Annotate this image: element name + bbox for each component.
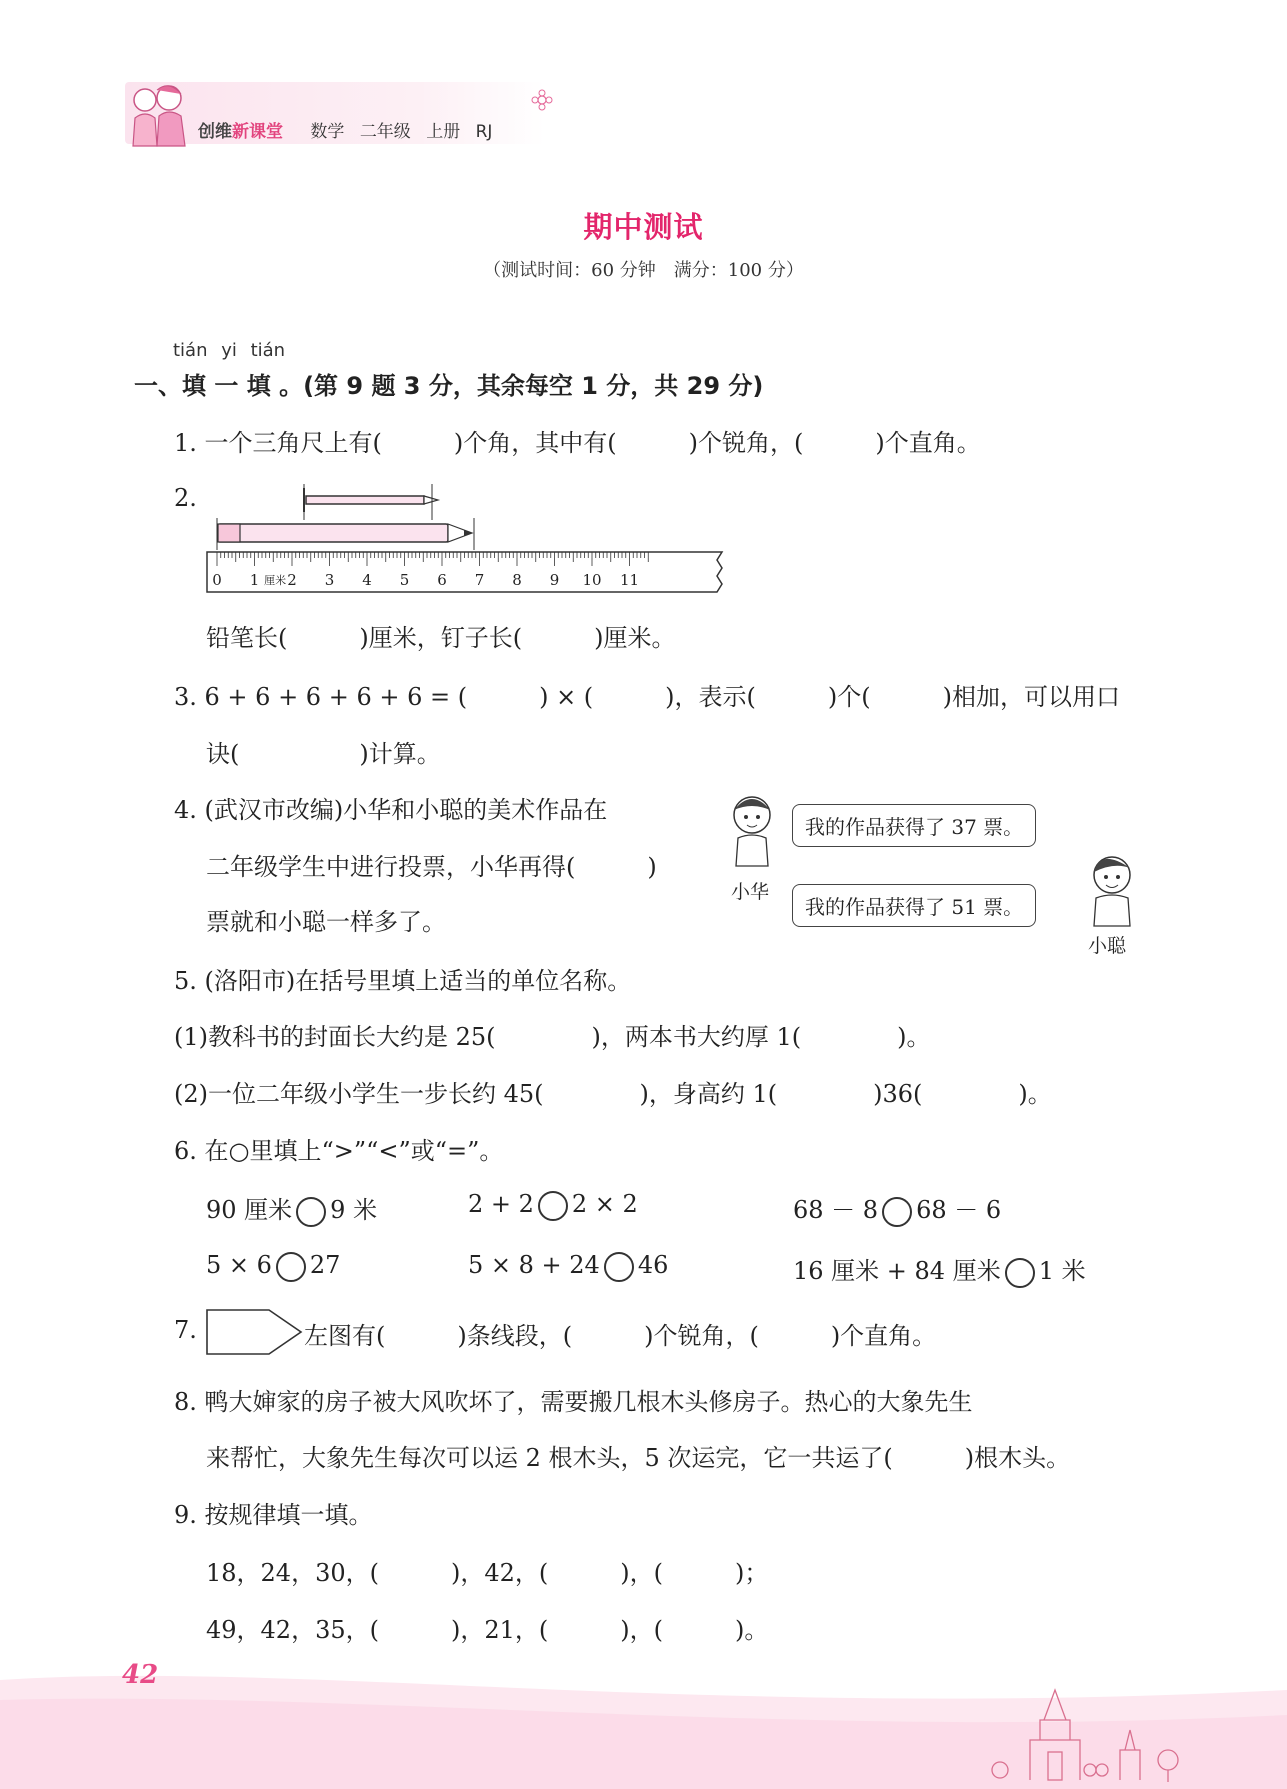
ruler-tick-label: 10 (582, 571, 602, 589)
compare-circle[interactable] (276, 1252, 306, 1282)
nail-icon (304, 484, 438, 520)
test-info: （测试时间：60 分钟 满分：100 分） (483, 260, 804, 281)
compare-left: 5 × 8 + 24 (468, 1251, 600, 1279)
ruler-tick-label: 0 (212, 571, 222, 589)
compare-right: 46 (637, 1251, 669, 1279)
ruler-tick-label: 11 (619, 571, 640, 589)
question-5-sub-1: (1)教科书的封面长大约是 25( )，两本书大约厚 1( )。 (174, 1023, 931, 1051)
ruler-tick-label: 4 (362, 571, 372, 589)
question-4-line-2: 二年级学生中进行投票，小华再得( ) (206, 853, 657, 881)
sequence-2: 49，42，35，( )，21，( )，( )。 (206, 1616, 769, 1644)
kids-logo-icon (125, 78, 195, 153)
brand-part-1: 创维 (198, 122, 232, 142)
question-9-intro: 9. 按规律填一填。 (174, 1501, 373, 1529)
question-8-line-2: 来帮忙，大象先生每次可以运 2 根木头，5 次运完，它一共运了( )根木头。 (206, 1444, 1071, 1472)
section-heading: 一、填 一 填 。(第 9 题 3 分，其余每空 1 分，共 29 分) (134, 372, 764, 400)
ruler-tick-label: 3 (324, 571, 335, 589)
compare-item (468, 1251, 668, 1282)
question-6-intro: 6. 在○里填上“>”“<”或“=”。 (174, 1137, 504, 1165)
question-7-number: 7. (174, 1316, 197, 1344)
compare-right: 9 米 (330, 1196, 378, 1224)
ruler (207, 552, 722, 592)
compare-item (206, 1251, 340, 1282)
ruler-tick-label: 2 (287, 571, 297, 589)
flower-decoration-icon (530, 88, 554, 112)
question-2-answer: 铅笔长( )厘米，钉子长( )厘米。 (206, 624, 676, 652)
sequence-1: 18，24，30，( )，42，( )，( )； (206, 1559, 769, 1587)
compare-left: 16 厘米 + 84 厘米 (793, 1257, 1001, 1285)
page-title: 期中测试 (583, 210, 704, 244)
ruler-unit-label: 厘米 (264, 574, 287, 587)
header-text (198, 117, 492, 142)
footer-wave-decoration (0, 1620, 1287, 1789)
compare-item (793, 1251, 1086, 1288)
question-4-line-3: 票就和小聪一样多了。 (206, 908, 446, 936)
speech-bubble-xiaocong: 我的作品获得了 51 票。 (792, 884, 1036, 927)
volume: 上册 (426, 122, 461, 142)
page-number: 42 (122, 1660, 159, 1690)
compare-circle[interactable] (604, 1252, 634, 1282)
speech-bubble-xiaohua: 我的作品获得了 37 票。 (792, 804, 1036, 847)
compare-item (793, 1190, 1001, 1227)
compare-right: 1 米 (1038, 1257, 1086, 1285)
compare-right: 68 － 6 (916, 1196, 1002, 1224)
question-3-line-1: 3. 6 + 6 + 6 + 6 + 6 = ( ) × ( )，表示( )个( )相加，可以用口 (174, 683, 1120, 711)
question-7-text: 左图有( )条线段，( )个锐角，( )个直角。 (304, 1322, 937, 1350)
edition: RJ (475, 122, 493, 142)
question-3-line-2: 诀( )计算。 (206, 740, 441, 768)
subject: 数学 (310, 122, 345, 142)
question-1: 1. 一个三角尺上有( )个角，其中有( )个锐角，( )个直角。 (174, 429, 981, 457)
pencil-icon (217, 518, 474, 550)
ruler-tick-label: 1 (249, 571, 260, 589)
name-xiaohua: 小华 (731, 881, 770, 903)
compare-left: 90 厘米 (206, 1196, 293, 1224)
ruler-tick-label: 9 (549, 571, 560, 589)
ruler-tick-label: 6 (437, 571, 447, 589)
compare-item (206, 1190, 377, 1227)
compare-circle[interactable] (882, 1197, 912, 1227)
compare-item (468, 1190, 638, 1221)
boy-xiaohua-icon (722, 790, 782, 870)
boy-xiaocong-icon (1082, 850, 1142, 930)
ruler-tick-label: 7 (474, 571, 485, 589)
question-5-intro: 5. (洛阳市)在括号里填上适当的单位名称。 (174, 967, 632, 995)
compare-circle[interactable] (1005, 1258, 1035, 1288)
compare-left: 2 + 2 (468, 1190, 534, 1218)
pentagon-figure (205, 1308, 305, 1356)
compare-right: 27 (309, 1251, 341, 1279)
question-2-number: 2. (174, 484, 197, 512)
compare-circle[interactable] (296, 1197, 326, 1227)
compare-left: 5 × 6 (206, 1251, 272, 1279)
question-8-line-1: 8. 鸭大婶家的房子被大风吹坏了，需要搬几根木头修房子。热心的大象先生 (174, 1388, 973, 1416)
compare-right: 2 × 2 (571, 1190, 638, 1218)
ruler-tick-label: 8 (512, 571, 522, 589)
ruler-tick-label: 5 (399, 571, 410, 589)
name-xiaocong: 小聪 (1088, 935, 1127, 957)
question-4-line-1: 4. (武汉市改编)小华和小聪的美术作品在 (174, 796, 608, 824)
compare-circle[interactable] (538, 1191, 568, 1221)
question-5-sub-2: (2)一位二年级小学生一步长约 45( )，身高约 1( )36( )。 (174, 1080, 1052, 1108)
brand-part-2: 新课堂 (232, 122, 283, 142)
ruler-figure (200, 480, 740, 600)
grade: 二年级 (359, 122, 411, 142)
compare-left: 68 － 8 (793, 1196, 879, 1224)
section-pinyin: tián yi tián (173, 340, 286, 361)
